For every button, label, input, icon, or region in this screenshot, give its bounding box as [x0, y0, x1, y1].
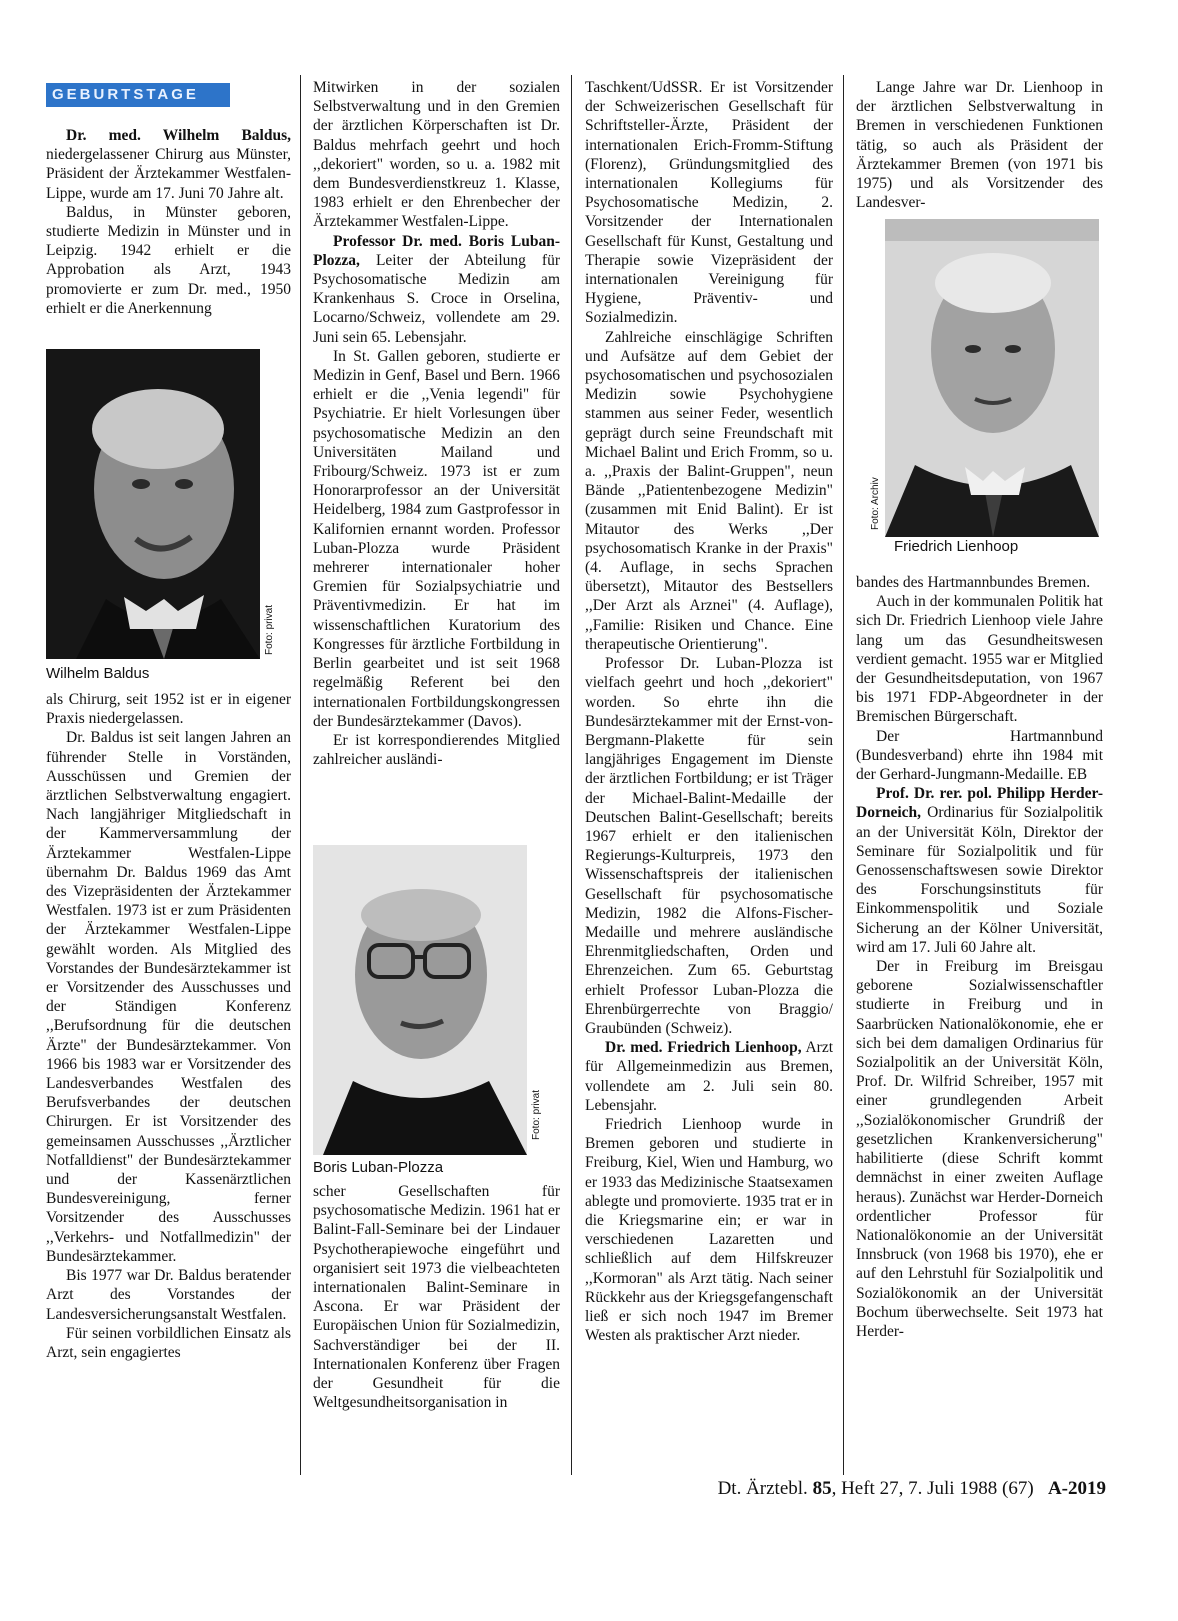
paragraph: scher Gesellschaften für psychosomatische Medizin. 1961 hat er Balint-Fall-Seminare bei der Lindauer Psychotherapiewoche eingeführt und organisiert seit 1973 die vielbeachteten internationalen Balint-Seminare in Ascona. Er war Präsident der Europäischen Union für Sozialmedizin, Sachverständiger bei der II. Internationalen Konferenz über Fragen der Gesundheit für die Weltgesundheitsorganisation in — [313, 1183, 560, 1412]
paragraph: Baldus, in Münster geboren, studierte Medizin in Münster und in Leipzig. 1942 erhielt er die Approbation als Arzt, 1943 promovierte er zum Dr. med., 1950 erhielt er die Anerkennung — [46, 203, 291, 317]
photo-wilhelm-baldus — [46, 349, 260, 659]
column-4-bottom — [856, 573, 1103, 1341]
photo-credit: Foto: Archiv — [870, 477, 881, 530]
paragraph: Professor Dr. Luban-Plozza ist vielfach geehrt und hoch ,,dekoriert" worden. So ehrte ihn die Bundesärztekammer mit der Ernst-von-Bergmann-Plakette für sein langjähriges Engagement im Dienste der ärztlichen Fortbildung; er ist Träger der Michael-Balint-Medaille der Deutschen Balint-Gesellschaft; bereits 1967 erhielt er den italienischen Regierungs-Kulturpreis, 1973 den Wissenschaftspreis der italienischen Gesellschaft für psychosomatische Medizin, 1982 die Alfons-Fischer-Medaille und mehrere ausländische Ehrenmitgliedschaften, Orden und Ehrenzeichen. Zum 65. Geburtstag erhielt Professor Luban-Plozza die Ehrenbürgerrechte von Braggio/ Graubünden (Schweiz). — [585, 655, 833, 1037]
portrait-image — [885, 219, 1099, 537]
paragraph: Dr. med. Wilhelm Baldus, niedergelassener Chirurg aus Münster, Präsident der Ärztekammer Westfalen-Lippe, wurde am 17. Juni 70 Jahre alt. — [46, 127, 291, 202]
portrait-image — [313, 845, 527, 1155]
paragraph: Er ist korrespondierendes Mitglied zahlreicher ausländi- — [313, 731, 560, 769]
photo-friedrich-lienhoop — [885, 219, 1099, 537]
column-rule — [843, 75, 844, 1475]
photo-caption: Wilhelm Baldus — [46, 665, 150, 682]
column-1-top — [46, 126, 291, 318]
column-1-bottom — [46, 690, 291, 1362]
paragraph: Lange Jahre war Dr. Lienhoop in der ärztlichen Selbstverwaltung in Bremen in verschiedenen Funktionen tätig, so auch als Präsident der Ärztekammer Bremen (von 1971 bis 1975) und als Vorsitzender des Landesver- — [856, 79, 1103, 212]
paragraph: Zahlreiche einschlägige Schriften und Aufsätze auf dem Gebiet der psychosomatischen und psychosozialen Medizin sowie Psychohygiene stammen aus seiner Feder, wesentlich geprägt durch seine Freundschaft mit Michael Balint und Erich Fromm, so u. a. ,,Praxis der Balint-Gruppen", neun Bände ,,Patientenbezogene Medizin" (zusammen mit Enid Balint). Er ist Mitautor des Werks ,,Der psychosomatisch Kranke in der Praxis" (4. Auflage, in sechs Sprachen übersetzt), Mitautor des Bestsellers ,,Der Arzt als Arznei" (4. Auflage), ,,Familie: Risiken und Chance. Eine therapeutische Orientierung". — [585, 328, 833, 653]
page-footer — [718, 1478, 1106, 1500]
column-rule — [300, 75, 301, 1475]
paragraph: bandes des Hartmannbundes Bremen. — [856, 574, 1091, 591]
paragraph: In St. Gallen geboren, studierte er Medizin in Genf, Basel und Bern. 1966 erhielt er die ,,Venia legendi" für Psychiatrie. Er hielt Vorlesungen über psychosomatische Medizin an den Universitäten Mailand und Fribourg/Schweiz. 1973 ist er zum Honorarprofessor an der Universität Heidelberg, 1984 zum Gastprofessor in Kalifornien ernannt worden. Professor Luban-Plozza wurde Präsident mehrerer internationaler hoher Gremien für Sozialpsychiatrie und Präventivmedizin. Er hat im wissenschaftlichen Kuratorium des Kongresses für ärztliche Fortbildung in Berlin gearbeitet und ist seit 1968 regelmäßig Referent bei den internationalen Fortbildungskongressen der Bundesärztekammer (Davos). — [313, 347, 560, 730]
column-3 — [585, 78, 833, 1345]
paragraph: Dr. med. Friedrich Lienhoop, Arzt für Allgemeinmedizin aus Bremen, vollendete am 2. Juli sein 80. Lebensjahr. — [585, 1039, 834, 1114]
journal-volume: 85 — [812, 1478, 832, 1499]
section-label-badge: GEBURTSTAGE — [46, 83, 230, 107]
photo-credit: Foto: privat — [531, 1089, 542, 1140]
column-2-top — [313, 78, 560, 769]
photo-credit: Foto: privat — [264, 604, 275, 655]
paragraph: als Chirurg, seit 1952 ist er in eigener Praxis niedergelassen. — [46, 691, 291, 728]
paragraph: Friedrich Lienhoop wurde in Bremen geboren und studierte in Freiburg, Kiel, Wien und Hamburg, wo er 1933 das Medizinische Staatsexamen ablegte und promovierte. 1935 trat er in die Kriegsmarine ein; er war in verschiedenen Lazaretten und schließlich auf dem Hilfskreuzer ,,Kormoran" als Arzt tätig. Nach seiner Rückkehr aus der Kriegsgefangenschaft ließ er sich noch 1947 im Bremer Westen als praktischer Arzt nieder. — [585, 1115, 833, 1345]
paragraph: Bis 1977 war Dr. Baldus beratender Arzt des Vorstandes der Landesversicherungsanstalt Westfalen. — [46, 1267, 291, 1323]
photo-boris-luban-plozza — [313, 845, 527, 1155]
journal-issue: , Heft 27, 7. Juli 1988 (67) — [831, 1478, 1034, 1499]
paragraph: Der Hartmannbund (Bundesverband) ehrte ihn 1984 mit der Gerhard-Jungmann-Medaille. EB — [856, 727, 1103, 784]
photo-caption: Friedrich Lienhoop — [894, 538, 1019, 555]
paragraph: Prof. Dr. rer. pol. Philipp Herder-Dorneich, Ordinarius für Sozialpolitik an der Universität Köln, Direktor der Seminare für Sozialpolitik und für Genossenschaftswesen sowie Direktor des Forschungsinstituts für Einkommenspolitik und Soziale Sicherung an der Kölner Universität, wird am 17. Juli 60 Jahre alt. — [856, 785, 1103, 956]
paragraph: Professor Dr. med. Boris Luban-Plozza, Leiter der Abteilung für Psychosomatische Medizin am Krankenhaus S. Croce in Orselina, Locarno/Schweiz, vollendete am 29. Juni sein 65. Lebensjahr. — [313, 232, 560, 346]
page-number: A-2019 — [1047, 1478, 1106, 1499]
journal-name: Dt. Ärztebl. — [717, 1478, 808, 1499]
paragraph: Mitwirken in der sozialen Selbstverwaltung und in den Gremien der ärztlichen Körperschaften ist Dr. Baldus mehrfach geehrt und hoch ,,dekoriert" worden, so u. a. 1982 mit dem Bundesverdienstkreuz 1. Klasse, 1983 erhielt er den Ehrenbecher der Ärztekammer Westfalen-Lippe. — [313, 79, 560, 231]
paragraph: Der in Freiburg im Breisgau geborene Sozialwissenschaftler studierte in Freiburg und in Saarbrücken Nationalökonomie, ehe er sich bei dem damaligen Ordinarius für Sozialpolitik an der Universität Köln, Prof. Dr. Wilfrid Schreiber, 1957 mit einer grundlegenden Arbeit ,,Sozialökonomischer Grundriß der gesetzlichen Krankenversicherung" habilitierte (diese Schrift kommt demnächst in einer zweiten Auflage heraus). Zunächst war Herder-Dorneich ordentlicher Professor für Nationalökonomie an der Universität Innsbruck (von 1968 bis 1970), ehe er auf den Lehrstuhl für Sozialpolitik und Sozialökonomik an der Universität Bochum überwechselte. Seit 1973 hat Herder- — [856, 958, 1103, 1340]
portrait-image — [46, 349, 260, 659]
photo-caption: Boris Luban-Plozza — [313, 1159, 444, 1176]
paragraph: Für seinen vorbildlichen Einsatz als Arzt, sein engagiertes — [46, 1324, 291, 1361]
paragraph: Dr. Baldus ist seit langen Jahren an führender Stelle in Vorständen, Ausschüssen und Gremien der ärztlichen Selbstverwaltung engagiert. Nach langjähriger Mitgliedschaft in der Kammerversammlung der Ärztekammer Westfalen-Lippe übernahm Dr. Baldus 1969 das Amt des Vizepräsidenten der Ärztekammer Westfalen. 1973 ist er zum Präsidenten der Ärztekammer Westfalen-Lippe gewählt worden. Als Mitglied des Vorstandes der Bundesärztekammer ist er Vorsitzender des Ausschusses und der Ständigen Konferenz ,,Berufsordnung für die deutschen Ärzte" der Bundesärztekammer. Von 1966 bis 1983 war er Vorsitzender des Landesverbandes Westfalen des Berufsverbandes der deutschen Chirurgen. Er ist Vorsitzender des gemeinsamen Ausschusses ,,Ärztlicher Notfalldienst" der Bundesärztekammer und der Kassenärztlichen Bundesvereinigung, ferner Vorsitzender des Ausschusses ,,Verkehrs- und Notfallmedizin" der Bundesärztekammer. — [46, 729, 291, 1265]
paragraph: Auch in der kommunalen Politik hat sich Dr. Friedrich Lienhoop viele Jahre lang um das Gesundheitswesen verdient gemacht. 1955 war er Mitglied der Gesundheitsdeputation, von 1967 bis 1971 FDP-Abgeordneter in der Bremischen Bürgerschaft. — [856, 593, 1103, 726]
column-2-bottom — [313, 1182, 560, 1412]
column-rule — [571, 75, 572, 1475]
column-4-top — [856, 78, 1103, 212]
paragraph: Taschkent/UdSSR. Er ist Vorsitzender der Schweizerischen Gesellschaft für Schriftsteller-Ärzte, Präsident der internationalen Erich-Fromm-Stiftung (Florenz), Gründungsmitglied des internationalen Kollegiums für Psychosomatische Medizin, 2. Vorsitzender der Internationalen Gesellschaft für Kunst, Gestaltung und Therapie sowie Vizepräsident der internationalen Vereinigung für Hygiene, Präventiv- und Sozialmedizin. — [585, 79, 833, 327]
